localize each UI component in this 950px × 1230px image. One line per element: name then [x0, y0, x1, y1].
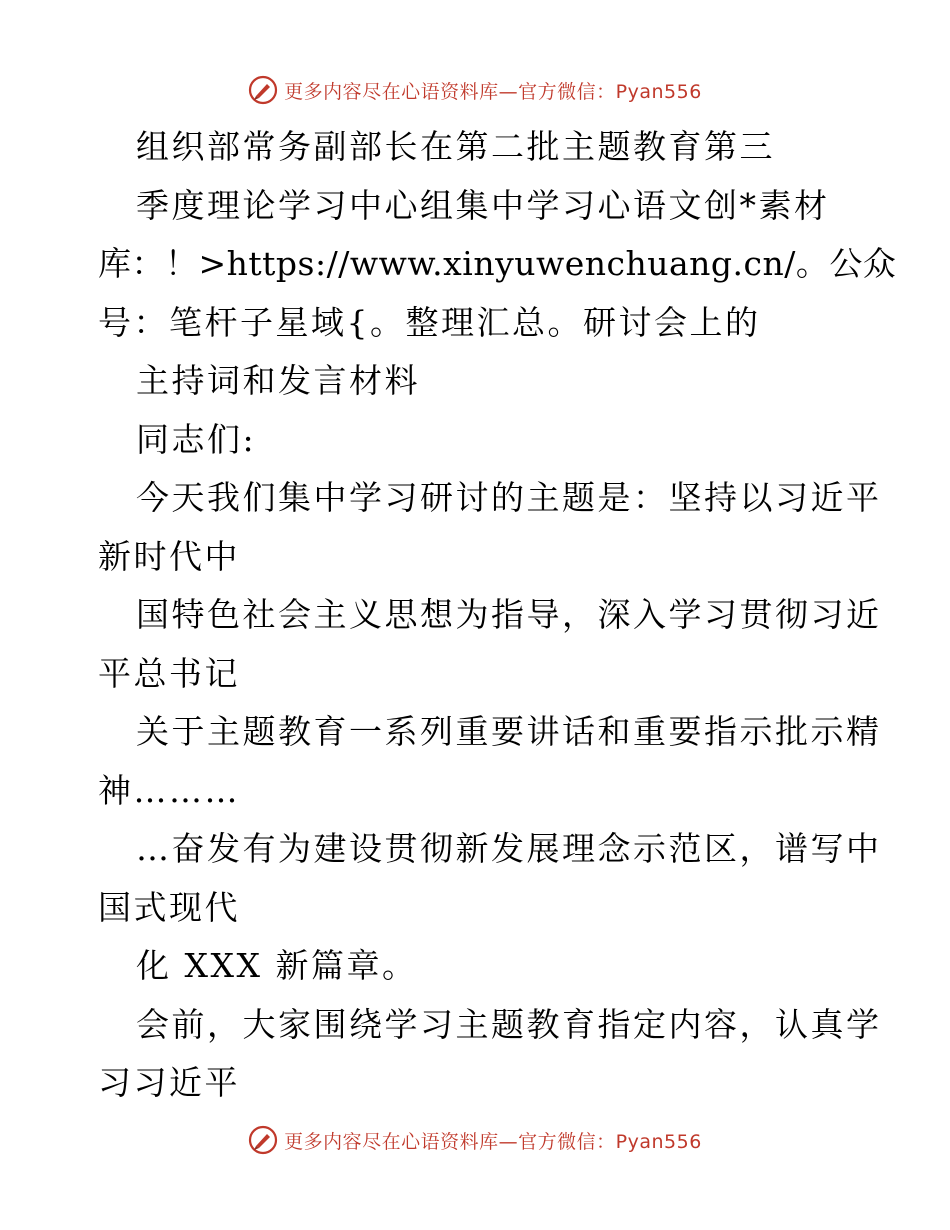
- text-line: 同志们:: [136, 419, 257, 459]
- text-line: 习习近平: [98, 1063, 240, 1102]
- document-body: [98, 118, 897, 1113]
- header-banner-content: [248, 75, 702, 105]
- text-line: 号：笔杆子星域{。整理汇总。研讨会上的: [98, 302, 761, 342]
- header-banner-text: 更多内容尽在心语资料库—官方微信：Pyan556: [284, 80, 702, 103]
- text-line: 库：！>https://www.xinyuwenchuang.cn/。公众: [98, 244, 897, 283]
- brush-circle-logo-icon: [248, 75, 278, 105]
- text-line: 主持词和发言材料: [136, 361, 420, 400]
- brush-circle-logo-icon: [248, 1125, 278, 1155]
- text-line: 今天我们集中学习研讨的主题是：坚持以习近平: [136, 478, 882, 517]
- text-line: 季度理论学习中心组集中学习心语文创*素材: [136, 185, 830, 225]
- text-line: 新时代中: [98, 536, 240, 576]
- text-line: 国式现代: [98, 887, 240, 927]
- header-banner: [0, 70, 950, 110]
- text-line: 国特色社会主义思想为指导，深入学习贯彻习近: [136, 595, 882, 634]
- footer-banner-content: [248, 1125, 702, 1155]
- text-line: 平总书记: [98, 653, 240, 693]
- footer-banner-text: 更多内容尽在心语资料库—官方微信：Pyan556: [284, 1130, 702, 1153]
- text-line: 关于主题教育一系列重要讲话和重要指示批示精: [136, 712, 882, 751]
- text-line: 会前，大家围绕学习主题教育指定内容，认真学: [136, 1004, 882, 1044]
- footer-banner: [0, 1120, 950, 1160]
- text-line: …奋发有为建设贯彻新发展理念示范区，谱写中: [136, 829, 882, 868]
- text-line: 神………: [98, 770, 240, 810]
- text-line: 化 XXX 新篇章。: [136, 946, 418, 985]
- text-line: 组织部常务副部长在第二批主题教育第三: [136, 127, 775, 166]
